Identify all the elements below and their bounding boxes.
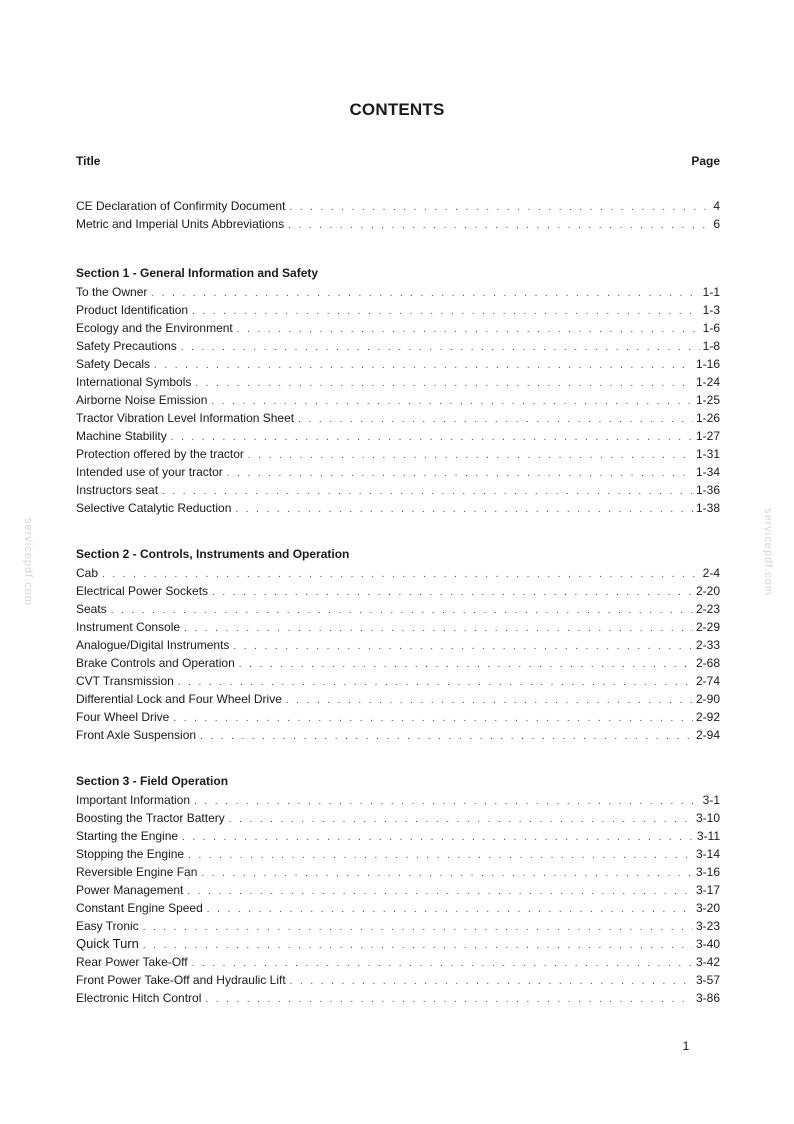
dot-leader — [182, 829, 694, 845]
toc-entry[interactable] — [76, 827, 720, 845]
toc-entry-page: 2-29 — [695, 620, 720, 634]
toc-entry-page: 1-1 — [702, 285, 720, 299]
toc-entry-label: CVT Transmission — [76, 674, 174, 688]
dot-leader — [192, 955, 693, 971]
toc-entry-label: Safety Precautions — [76, 339, 177, 353]
watermark-right: servicepdf.com — [762, 508, 774, 596]
toc-entry-label: Front Power Take-Off and Hydraulic Lift — [76, 973, 286, 987]
toc-entry-page: 2-23 — [695, 602, 720, 616]
toc-entry[interactable] — [76, 881, 720, 899]
toc-entry[interactable] — [76, 618, 720, 636]
page-column-header: Page — [691, 154, 720, 168]
toc-entry-label: Airborne Noise Emission — [76, 393, 208, 407]
toc-entry-page: 6 — [713, 217, 720, 231]
toc-entry-label: Starting the Engine — [76, 829, 179, 843]
toc-entry-label: Tractor Vibration Level Information Sheet — [76, 411, 295, 425]
dot-leader — [288, 217, 710, 233]
dot-leader — [235, 501, 693, 517]
section-2 — [76, 545, 720, 744]
toc-entry-page: 1-6 — [702, 321, 720, 335]
dot-leader — [154, 357, 693, 373]
toc-entry[interactable] — [76, 953, 720, 971]
toc-entry-page: 4 — [713, 199, 720, 213]
toc-entry[interactable] — [76, 809, 720, 827]
toc-entry-page: 3-40 — [695, 937, 720, 951]
dot-leader — [201, 865, 693, 881]
toc-entry[interactable] — [76, 355, 720, 373]
toc-entry-page: 3-17 — [695, 883, 720, 897]
toc-entry-page: 1-24 — [695, 375, 720, 389]
dot-leader — [143, 919, 693, 935]
dot-leader — [212, 584, 693, 600]
dot-leader — [205, 991, 693, 1007]
toc-entry[interactable] — [76, 654, 720, 672]
dot-leader — [173, 710, 693, 726]
dot-leader — [143, 937, 693, 953]
toc-entry-page: 2-20 — [695, 584, 720, 598]
toc-entry-label: Instructors seat — [76, 483, 159, 497]
toc-entry-label: Constant Engine Speed — [76, 901, 203, 915]
toc-entry[interactable] — [76, 409, 720, 427]
page-title: CONTENTS — [349, 100, 445, 119]
toc-entry[interactable] — [76, 726, 720, 744]
dot-leader — [178, 674, 693, 690]
dot-leader — [289, 199, 710, 215]
toc-entry-page: 1-25 — [695, 393, 720, 407]
dot-leader — [162, 483, 693, 499]
toc-entry-label: Rear Power Take-Off — [76, 955, 188, 969]
toc-entry-page: 2-94 — [695, 728, 720, 742]
dot-leader — [187, 883, 693, 899]
dot-leader — [290, 973, 693, 989]
toc-entry-label: Important Information — [76, 793, 191, 807]
section-1 — [76, 264, 720, 517]
dot-leader — [298, 411, 693, 427]
toc-entry[interactable] — [76, 863, 720, 881]
toc-entry-label: Front Axle Suspension — [76, 728, 197, 742]
toc-entry[interactable] — [76, 935, 720, 953]
toc-entry-page: 1-34 — [695, 465, 720, 479]
intro-entries — [76, 197, 720, 233]
toc-entry[interactable] — [76, 197, 720, 215]
toc-entry[interactable] — [76, 391, 720, 409]
toc-entry-page: 1-3 — [702, 303, 720, 317]
toc-entry[interactable] — [76, 971, 720, 989]
toc-entry-page: 2-90 — [695, 692, 720, 706]
toc-entry[interactable] — [76, 845, 720, 863]
toc-entry-label: Brake Controls and Operation — [76, 656, 235, 670]
toc-entry-label: Intended use of your tractor — [76, 465, 223, 479]
toc-entry-page: 1-8 — [702, 339, 720, 353]
toc-entry[interactable] — [76, 427, 720, 445]
toc-entry-label: Stopping the Engine — [76, 847, 185, 861]
toc-entry-label: To the Owner — [76, 285, 148, 299]
toc-entry-label: Four Wheel Drive — [76, 710, 170, 724]
dot-leader — [195, 375, 693, 391]
toc-entry-page: 3-14 — [695, 847, 720, 861]
dot-leader — [248, 447, 693, 463]
toc-entry-label: Electronic Hitch Control — [76, 991, 202, 1005]
dot-leader — [227, 465, 693, 481]
dot-leader — [171, 429, 693, 445]
toc-entry-label: Electrical Power Sockets — [76, 584, 209, 598]
toc-entry-page: 2-33 — [695, 638, 720, 652]
section-3 — [76, 772, 720, 1007]
toc-entry[interactable] — [76, 791, 720, 809]
toc-entry-label: Reversible Engine Fan — [76, 865, 198, 879]
toc-entry-label: Ecology and the Environment — [76, 321, 233, 335]
section-title: Section 1 - General Information and Safety — [76, 266, 319, 280]
toc-entry-label: Protection offered by the tractor — [76, 447, 244, 461]
dot-leader — [229, 811, 693, 827]
toc-entry-page: 3-42 — [695, 955, 720, 969]
toc-entry[interactable] — [76, 690, 720, 708]
column-headers — [76, 154, 720, 170]
dot-leader — [181, 339, 700, 355]
toc-entry-label: CE Declaration of Confirmity Document — [76, 199, 286, 213]
dot-leader — [286, 692, 693, 708]
toc-entry-page: 3-20 — [695, 901, 720, 915]
toc-entry-label: Instrument Console — [76, 620, 181, 634]
toc-entry[interactable] — [76, 481, 720, 499]
watermark-left: servicepdf.com — [22, 518, 34, 606]
toc-entry-label: Selective Catalytic Reduction — [76, 501, 232, 515]
toc-entry-page: 3-57 — [695, 973, 720, 987]
toc-entry-page: 1-36 — [695, 483, 720, 497]
toc-entry[interactable] — [76, 564, 720, 582]
toc-entry[interactable] — [76, 337, 720, 355]
toc-entry-label: Cab — [76, 566, 99, 580]
toc-entry-page: 3-86 — [695, 991, 720, 1005]
dot-leader — [192, 303, 700, 319]
toc-entry-label: Safety Decals — [76, 357, 151, 371]
toc-entry-label: International Symbols — [76, 375, 192, 389]
toc-entry[interactable] — [76, 899, 720, 917]
page-number: 1 — [682, 1039, 690, 1053]
dot-leader — [207, 901, 693, 917]
title-column-header: Title — [76, 154, 101, 168]
toc-entry-label: Easy Tronic — [76, 919, 139, 933]
toc-entry-page: 2-92 — [695, 710, 720, 724]
toc-entry-label: Power Management — [76, 883, 184, 897]
section-title: Section 2 - Controls, Instruments and Operation — [76, 547, 350, 561]
toc-entry-label: Machine Stability — [76, 429, 167, 443]
toc-entry-label: Analogue/Digital Instruments — [76, 638, 230, 652]
toc-entry[interactable] — [76, 499, 720, 517]
toc-entry[interactable] — [76, 463, 720, 481]
dot-leader — [102, 566, 700, 582]
section-title: Section 3 - Field Operation — [76, 774, 229, 788]
toc-entry-page: 3-11 — [696, 829, 720, 843]
toc-entry[interactable] — [76, 708, 720, 726]
toc-entry-page: 2-4 — [702, 566, 720, 580]
toc-entry[interactable] — [76, 373, 720, 391]
dot-leader — [211, 393, 693, 409]
toc-entry[interactable] — [76, 301, 720, 319]
toc-entry[interactable] — [76, 319, 720, 337]
toc-entry-page: 3-16 — [695, 865, 720, 879]
toc-entry-label: Boosting the Tractor Battery — [76, 811, 225, 825]
toc-entry-page: 1-31 — [695, 447, 720, 461]
dot-leader — [184, 620, 693, 636]
toc-entry[interactable] — [76, 600, 720, 618]
toc-entry[interactable] — [76, 283, 720, 301]
toc-entry-page: 3-1 — [702, 793, 720, 807]
toc-entry-page: 1-26 — [695, 411, 720, 425]
toc-entry[interactable] — [76, 215, 720, 233]
dot-leader — [233, 638, 693, 654]
dot-leader — [237, 321, 700, 337]
toc-entry[interactable] — [76, 672, 720, 690]
dot-leader — [111, 602, 693, 618]
toc-entry-page: 2-74 — [695, 674, 720, 688]
toc-entry-label: Seats — [76, 602, 107, 616]
dot-leader — [151, 285, 699, 301]
toc-entry-page: 3-23 — [695, 919, 720, 933]
toc-entry-label: Metric and Imperial Units Abbreviations — [76, 217, 285, 231]
toc-entry-page: 1-16 — [695, 357, 720, 371]
dot-leader — [194, 793, 700, 809]
toc-entry[interactable] — [76, 989, 720, 1007]
toc-entry-page: 3-10 — [695, 811, 720, 825]
toc-entry-label: Quick Turn — [76, 936, 139, 951]
toc-entry[interactable] — [76, 636, 720, 654]
toc-entry-page: 2-68 — [695, 656, 720, 670]
toc-entry[interactable] — [76, 445, 720, 463]
dot-leader — [188, 847, 693, 863]
toc-entry-page: 1-38 — [695, 501, 720, 515]
toc-entry-page: 1-27 — [695, 429, 720, 443]
toc-entry-label: Differential Lock and Four Wheel Drive — [76, 692, 282, 706]
toc-entry-label: Product Identification — [76, 303, 189, 317]
toc-entry[interactable] — [76, 582, 720, 600]
dot-leader — [200, 728, 693, 744]
dot-leader — [239, 656, 693, 672]
toc-entry[interactable] — [76, 917, 720, 935]
